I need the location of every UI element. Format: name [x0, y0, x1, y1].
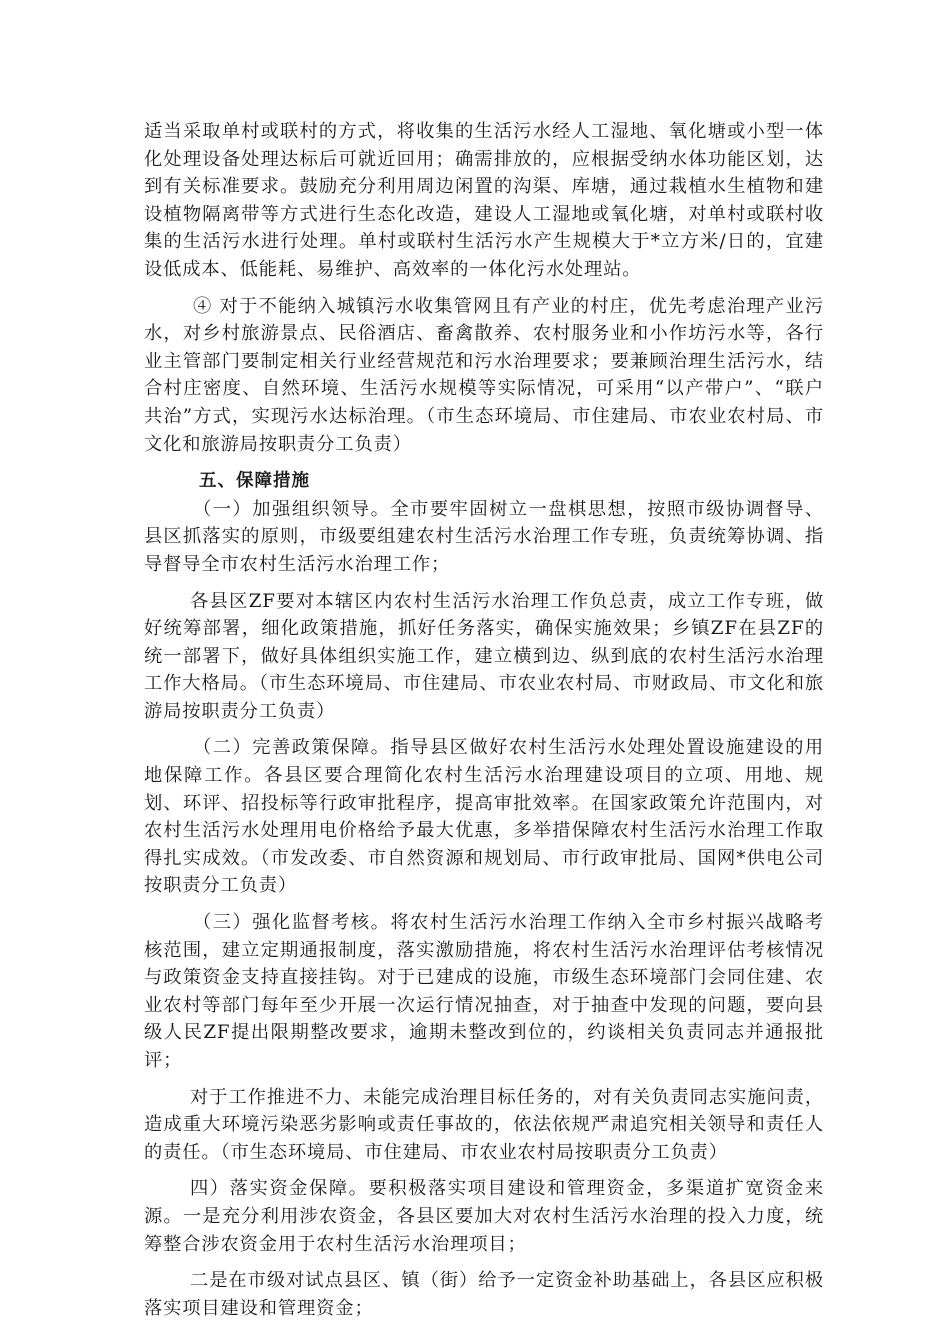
section-heading-safeguard-measures: 五、保障措施: [199, 471, 310, 492]
paragraph-supervision-assessment: （三）强化监督考核。将农村生活污水治理工作纳入全市乡村振兴战略考核范围，建立定期通报制度，落实激励措施，将农村生活污水治理评估考核情况与政策资金支持直接挂钩。对于已建成的设施，市级生态环境部门会同住建、农业农村等部门每年至少开展一次运行情况抽查，对于抽查中发现的问题，要向县级人民ZF提出限期整改要求，逾期未整改到位的，约谈相关负责同志并通报批评；: [144, 912, 824, 1071]
paragraph-industry-villages: ④ 对于不能纳入城镇污水收集管网且有产业的村庄，优先考虑治理产业污水，对乡村旅游景点、民俗酒店、畜禽散养、农村服务业和小作坊污水等，各行业主管部门要制定相关行业经营规范和污水治理要求；要兼顾治理生活污水，结合村庄密度、自然环境、生活污水规模等实际情况，可采用“以产带户”、“联户共治”方式，实现污水达标治理。（市生态环境局、市住建局、市农业农村局、市文化和旅游局按职责分工负责）: [144, 295, 824, 455]
document-page: [144, 118, 824, 1322]
paragraph-policy-support: （二）完善政策保障。指导县区做好农村生活污水处理处置设施建设的用地保障工作。各县区要合理简化农村生活污水治理建设项目的立项、用地、规划、环评、招投标等行政审批程序，提高审批效率。在国家政策允许范围内，对农村生活污水处理用电价格给予最大优惠，多举措保障农村生活污水治理工作取得扎实成效。（市发改委、市自然资源和规划局、市行政审批局、国网*供电公司按职责分工负责）: [144, 737, 824, 897]
paragraph-rural-sewage-treatment: 适当采取单村或联村的方式，将收集的生活污水经人工湿地、氧化塘或小型一体化处理设备处理达标后可就近回用；确需排放的，应根据受纳水体功能区划，达到有关标准要求。鼓励充分利用周边闲置的沟渠、库塘，通过栽植水生植物和建设植物隔离带等方式进行生态化改造，建设人工湿地或氧化塘，对单村或联村收集的生活污水进行处理。单村或联村生活污水产生规模大于*立方米/日的，宜建设低成本、低能耗、易维护、高效率的一体化污水处理站。: [144, 121, 824, 280]
paragraph-funding-subsidy: 二是在市级对试点县区、镇（街）给予一定资金补助基础上，各县区应积极落实项目建设和管理资金；: [144, 1270, 824, 1319]
paragraph-county-responsibility: 各县区ZF要对本辖区内农村生活污水治理工作负总责，成立工作专班，做好统筹部署，细化政策措施，抓好任务落实，确保实施效果；乡镇ZF在县ZF的统一部署下，做好具体组织实施工作，建立横到边、纵到底的农村生活污水治理工作大格局。（市生态环境局、市住建局、市农业农村局、市财政局、市文化和旅游局按职责分工负责）: [144, 590, 824, 722]
paragraph-accountability: 对于工作推进不力、未能完成治理目标任务的，对有关负责同志实施问责，造成重大环境污染恶劣影响或责任事故的，依法依规严肃追究相关领导和责任人的责任。（市生态环境局、市住建局、市农业农村局按职责分工负责）: [144, 1086, 824, 1163]
paragraph-funding-support: 四）落实资金保障。要积极落实项目建设和管理资金，多渠道扩宽资金来源。一是充分利用涉农资金，各县区要加大对农村生活污水治理的投入力度，统筹整合涉农资金用于农村生活污水治理项目；: [144, 1178, 824, 1255]
paragraph-organization-leadership: （一）加强组织领导。全市要牢固树立一盘棋思想，按照市级协调督导、县区抓落实的原则，市级要组建农村生活污水治理工作专班，负责统筹协调、指导督导全市农村生活污水治理工作；: [144, 498, 824, 575]
